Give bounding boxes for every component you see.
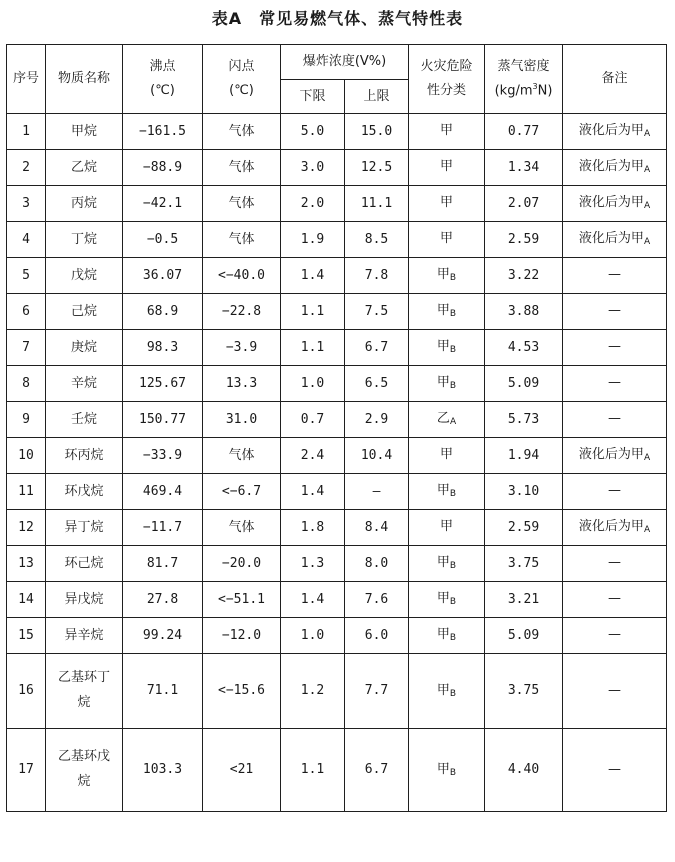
cell-lower-limit: 1.0 [281,366,345,402]
cell-no: 6 [7,294,46,330]
cell-lower-limit: 1.1 [281,294,345,330]
cell-flash-point: 13.3 [203,366,281,402]
cell-no: 8 [7,366,46,402]
cell-vapor-density: 3.21 [485,582,563,618]
cell-no: 4 [7,222,46,258]
cell-remark: — [563,474,667,510]
cell-remark: — [563,258,667,294]
cell-fire-class: 甲 [409,114,485,150]
cell-upper-limit: 7.7 [345,654,409,729]
cell-name: 异丁烷 [46,510,123,546]
cell-boiling-point: 36.07 [123,258,203,294]
cell-boiling-point: 98.3 [123,330,203,366]
cell-boiling-point: 469.4 [123,474,203,510]
cell-name: 壬烷 [46,402,123,438]
header-flash-point [203,45,281,114]
cell-remark: — [563,546,667,582]
cell-fire-class: 甲 [409,150,485,186]
cell-fire-class: 甲$_B$ [409,330,485,366]
cell-lower-limit: 1.4 [281,474,345,510]
cell-fire-class: 甲$_B$ [409,654,485,729]
cell-remark: 液化后为甲$_A$ [563,222,667,258]
cell-boiling-point: −0.5 [123,222,203,258]
cell-remark: 液化后为甲$_A$ [563,438,667,474]
cell-lower-limit: 2.4 [281,438,345,474]
cell-fire-class: 甲$_B$ [409,474,485,510]
cell-vapor-density: 1.94 [485,438,563,474]
header-fire-class-line2: 性分类 [427,83,467,98]
table-row [7,618,667,654]
cell-vapor-density: 4.53 [485,330,563,366]
header-vapor-density [485,45,563,114]
cell-remark: — [563,654,667,729]
cell-lower-limit: 3.0 [281,150,345,186]
cell-no: 5 [7,258,46,294]
cell-vapor-density: 2.07 [485,186,563,222]
cell-remark: — [563,729,667,812]
cell-lower-limit: 1.3 [281,546,345,582]
cell-upper-limit: 6.7 [345,729,409,812]
cell-name: 环丙烷 [46,438,123,474]
cell-upper-limit: 11.1 [345,186,409,222]
cell-boiling-point: 99.24 [123,618,203,654]
header-flash-point-unit: (℃) [229,83,254,98]
cell-name: 乙烷 [46,150,123,186]
cell-no: 16 [7,654,46,729]
cell-fire-class: 甲 [409,438,485,474]
cell-boiling-point: −161.5 [123,114,203,150]
cell-name: 丁烷 [46,222,123,258]
table-row [7,294,667,330]
cell-boiling-point: −11.7 [123,510,203,546]
cell-boiling-point: −88.9 [123,150,203,186]
header-boiling-point-label: 沸点 [149,59,176,75]
table-row [7,582,667,618]
cell-vapor-density: 3.10 [485,474,563,510]
cell-lower-limit: 1.8 [281,510,345,546]
cell-upper-limit: 6.7 [345,330,409,366]
cell-lower-limit: 5.0 [281,114,345,150]
cell-name: 乙基环戊烷 [46,729,123,812]
cell-remark: 液化后为甲$_A$ [563,186,667,222]
cell-upper-limit: 10.4 [345,438,409,474]
cell-flash-point: −3.9 [203,330,281,366]
header-explosion-limits: 爆炸浓度(V%) [281,45,409,80]
cell-vapor-density: 2.59 [485,510,563,546]
cell-no: 2 [7,150,46,186]
cell-upper-limit: 6.0 [345,618,409,654]
cell-boiling-point: 81.7 [123,546,203,582]
cell-upper-limit: 8.4 [345,510,409,546]
cell-fire-class: 甲$_B$ [409,582,485,618]
cell-no: 15 [7,618,46,654]
cell-remark: — [563,330,667,366]
cell-name: 庚烷 [46,330,123,366]
cell-flash-point: 气体 [203,150,281,186]
cell-vapor-density: 0.77 [485,114,563,150]
cell-remark: — [563,402,667,438]
cell-vapor-density: 3.75 [485,546,563,582]
cell-lower-limit: 1.4 [281,258,345,294]
table-row [7,438,667,474]
cell-vapor-density: 3.22 [485,258,563,294]
cell-no: 12 [7,510,46,546]
cell-boiling-point: 150.77 [123,402,203,438]
cell-lower-limit: 1.1 [281,729,345,812]
cell-vapor-density: 3.75 [485,654,563,729]
cell-name: 戊烷 [46,258,123,294]
table-row [7,474,667,510]
table-row [7,114,667,150]
cell-upper-limit: 8.5 [345,222,409,258]
table-row [7,510,667,546]
cell-fire-class: 甲 [409,222,485,258]
table-row [7,729,667,812]
cell-upper-limit: 2.9 [345,402,409,438]
cell-flash-point: <−15.6 [203,654,281,729]
cell-vapor-density: 5.09 [485,618,563,654]
cell-remark: 液化后为甲$_A$ [563,114,667,150]
cell-name: 异戊烷 [46,582,123,618]
cell-fire-class: 甲$_B$ [409,546,485,582]
cell-no: 13 [7,546,46,582]
table-row [7,654,667,729]
table-row [7,366,667,402]
cell-no: 7 [7,330,46,366]
cell-remark: — [563,294,667,330]
cell-boiling-point: 68.9 [123,294,203,330]
cell-vapor-density: 5.09 [485,366,563,402]
header-remark: 备注 [563,45,667,114]
cell-fire-class: 甲$_B$ [409,366,485,402]
cell-flash-point: 气体 [203,438,281,474]
cell-lower-limit: 1.0 [281,618,345,654]
cell-flash-point: <−51.1 [203,582,281,618]
cell-lower-limit: 1.9 [281,222,345,258]
cell-name: 异辛烷 [46,618,123,654]
cell-flash-point: 气体 [203,222,281,258]
cell-fire-class: 甲$_B$ [409,294,485,330]
cell-upper-limit: 6.5 [345,366,409,402]
header-fire-class [409,45,485,114]
table-row [7,402,667,438]
cell-flash-point: 31.0 [203,402,281,438]
cell-flash-point: <−40.0 [203,258,281,294]
cell-vapor-density: 1.34 [485,150,563,186]
cell-flash-point: 气体 [203,186,281,222]
cell-boiling-point: 27.8 [123,582,203,618]
table-row [7,330,667,366]
cell-boiling-point: 125.67 [123,366,203,402]
table-row [7,150,667,186]
cell-no: 9 [7,402,46,438]
cell-boiling-point: −33.9 [123,438,203,474]
cell-name: 丙烷 [46,186,123,222]
cell-boiling-point: 71.1 [123,654,203,729]
header-boiling-point-unit: (℃) [150,83,175,98]
header-vapor-density-unit: $(kg/m^3N)$ [494,81,553,99]
cell-fire-class: 乙$_A$ [409,402,485,438]
cell-name: 环戊烷 [46,474,123,510]
header-boiling-point [123,45,203,114]
cell-boiling-point: 103.3 [123,729,203,812]
header-vapor-density-label: 蒸气密度 [497,59,550,75]
cell-fire-class: 甲 [409,510,485,546]
cell-name: 甲烷 [46,114,123,150]
cell-vapor-density: 5.73 [485,402,563,438]
cell-name: 环己烷 [46,546,123,582]
header-upper-limit: 上限 [345,80,409,114]
header-fire-class-line1: 火灾危险 [420,59,473,75]
cell-upper-limit: — [345,474,409,510]
header-name: 物质名称 [46,45,123,114]
flammable-gas-table [6,44,667,812]
cell-upper-limit: 7.8 [345,258,409,294]
header-lower-limit: 下限 [281,80,345,114]
cell-name: 乙基环丁烷 [46,654,123,729]
header-no: 序号 [7,45,46,114]
cell-flash-point: −20.0 [203,546,281,582]
cell-fire-class: 甲$_B$ [409,729,485,812]
cell-flash-point: 气体 [203,114,281,150]
cell-upper-limit: 8.0 [345,546,409,582]
cell-upper-limit: 7.6 [345,582,409,618]
cell-remark: 液化后为甲$_A$ [563,510,667,546]
table-title: 表A 常见易燃气体、蒸气特性表 [211,9,464,28]
cell-flash-point: −12.0 [203,618,281,654]
cell-no: 17 [7,729,46,812]
table-row [7,222,667,258]
cell-lower-limit: 0.7 [281,402,345,438]
cell-no: 11 [7,474,46,510]
cell-flash-point: <−6.7 [203,474,281,510]
cell-remark: — [563,582,667,618]
cell-remark: 液化后为甲$_A$ [563,150,667,186]
cell-boiling-point: −42.1 [123,186,203,222]
table-row [7,258,667,294]
cell-no: 3 [7,186,46,222]
cell-fire-class: 甲 [409,186,485,222]
cell-flash-point: −22.8 [203,294,281,330]
cell-no: 1 [7,114,46,150]
cell-name: 己烷 [46,294,123,330]
cell-vapor-density: 4.40 [485,729,563,812]
cell-lower-limit: 1.4 [281,582,345,618]
cell-lower-limit: 1.2 [281,654,345,729]
cell-upper-limit: 7.5 [345,294,409,330]
cell-upper-limit: 15.0 [345,114,409,150]
cell-remark: — [563,618,667,654]
cell-flash-point: 气体 [203,510,281,546]
cell-lower-limit: 1.1 [281,330,345,366]
cell-vapor-density: 3.88 [485,294,563,330]
cell-upper-limit: 12.5 [345,150,409,186]
header-flash-point-label: 闪点 [228,59,255,75]
table-row [7,186,667,222]
cell-no: 10 [7,438,46,474]
cell-no: 14 [7,582,46,618]
cell-name: 辛烷 [46,366,123,402]
cell-fire-class: 甲$_B$ [409,618,485,654]
cell-fire-class: 甲$_B$ [409,258,485,294]
cell-lower-limit: 2.0 [281,186,345,222]
cell-remark: — [563,366,667,402]
table-row [7,546,667,582]
cell-flash-point: <21 [203,729,281,812]
cell-vapor-density: 2.59 [485,222,563,258]
